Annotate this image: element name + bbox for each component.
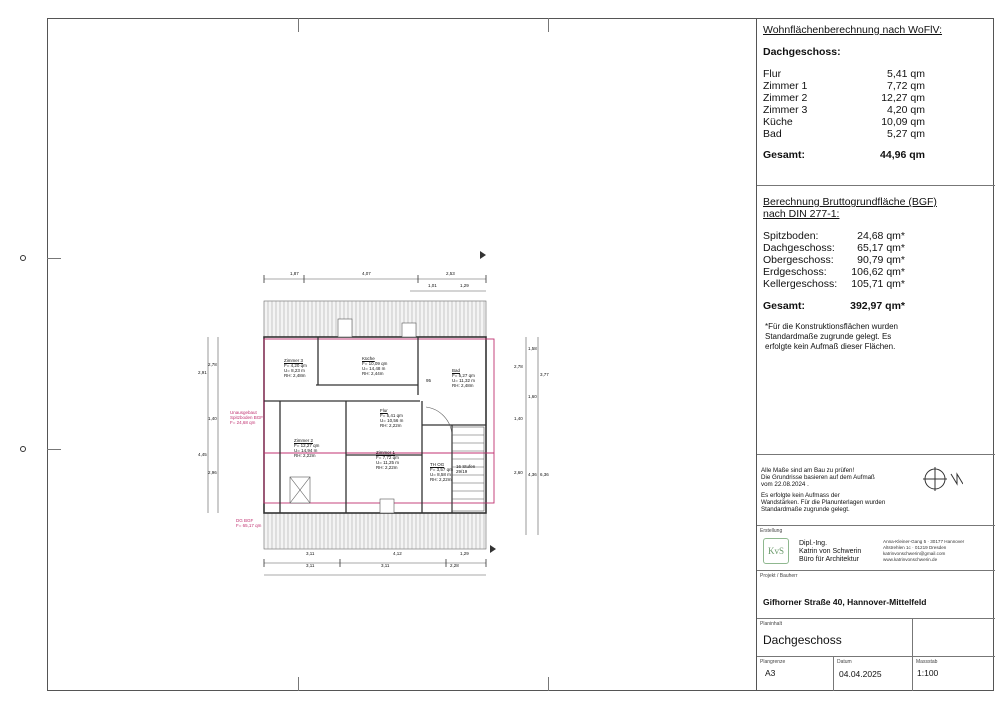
roof-hatching-bottom bbox=[264, 513, 486, 549]
room-label: Flur F= 5,41 qm U= 10,56 m RH: 2,22m bbox=[380, 408, 404, 428]
frame-tick bbox=[298, 677, 299, 691]
floor-heading: Dachgeschoss: bbox=[763, 46, 841, 58]
bgf-subtitle: nach DIN 277-1: bbox=[763, 208, 840, 220]
author-name-block: Dipl.-Ing. Katrin von Schwerin Büro für Architektur bbox=[799, 540, 862, 563]
bgf-total: Gesamt: 392,97 qm* bbox=[763, 300, 905, 312]
dim-label: 3,11 bbox=[306, 563, 315, 568]
dim-label: 3,11 bbox=[381, 563, 390, 568]
bgf-row: Kellergeschoss: 105,71 qm* bbox=[763, 278, 905, 290]
logo: KvS bbox=[763, 538, 789, 564]
area-row: Küche 10,09 qm bbox=[763, 116, 925, 128]
dim-label: 1,58 bbox=[528, 346, 537, 351]
room-label: TH OG F= 3,57 qm U= 8,58 m RH: 2,22m bbox=[430, 462, 453, 482]
area-total: Gesamt: 44,96 qm bbox=[763, 149, 925, 161]
dim-label: 1,40 bbox=[208, 416, 217, 421]
spitzboden-note: Unausgebaut Spitzboden BGF F= 24,68 qm bbox=[230, 410, 264, 425]
dim-label: 1,87 bbox=[290, 271, 299, 276]
dim-label: 4,07 bbox=[362, 271, 371, 276]
room-label: Zimmer 3 F= 4,20 qm U= 8,23 m RH: 2,48m bbox=[284, 358, 307, 378]
notes-section bbox=[757, 454, 995, 526]
frame-tick bbox=[548, 18, 549, 32]
living-area-title: Wohnflächenberechnung nach WoFlV: bbox=[763, 24, 943, 36]
bgf-row: Obergeschoss: 90,79 qm* bbox=[763, 254, 905, 266]
project-section bbox=[757, 571, 995, 619]
north-arrow-icon bbox=[923, 465, 963, 495]
frame-tick bbox=[47, 258, 61, 259]
area-row: Zimmer 3 4,20 qm bbox=[763, 104, 925, 116]
author-address: Anna-Kleiner-Gang 5 · 30177 Hannover Altstrehlen 1c · 01219 Dresden katrinvonschwerin@gmail.com www.katrinvonschwerin.de bbox=[883, 539, 965, 562]
dim-label: 2,78 bbox=[514, 364, 523, 369]
notes-text: Alle Maße sind am Bau zu prüfen! Die Grundrisse basieren auf dem Aufmaß vom 22.08.2024 . Es erfolgte kein Aufmass der Wandstärken. Für die Planunterlagen wurden Standardmaße zugrunde gelegt. bbox=[761, 467, 886, 513]
plan-section bbox=[757, 619, 995, 657]
dim-label: 2,91 bbox=[198, 370, 207, 375]
bgf-footnote: *Für die Konstruktionsflächen wurden Standardmaße zugrunde gelegt. Es erfolgte kein Aufmaß dieser Flächen. bbox=[765, 322, 898, 351]
date-label: Datum bbox=[837, 659, 852, 665]
living-area-section bbox=[757, 18, 995, 186]
dim-label: 2,53 bbox=[446, 271, 455, 276]
room-label: Zimmer 2 F= 12,27 qm U= 14,94 m RH: 2,22m bbox=[294, 438, 320, 458]
format-label: Plangrenze bbox=[760, 659, 786, 665]
punch-mark-icon bbox=[20, 255, 26, 261]
bgf-row: Spitzboden: 24,68 qm* bbox=[763, 230, 905, 242]
dim-label: 6,36 bbox=[540, 472, 549, 477]
dim-label: 1,29 bbox=[460, 551, 469, 556]
bgf-title: Berechnung Bruttogrundfläche (BGF) bbox=[763, 196, 937, 208]
area-row: Flur 5,41 qm bbox=[763, 68, 925, 80]
area-row: Bad 5,27 qm bbox=[763, 128, 925, 140]
project-address: Gifhorner Straße 40, Hannover-Mittelfeld bbox=[763, 597, 927, 607]
dim-label: 2,78 bbox=[208, 362, 217, 367]
punch-mark-icon bbox=[20, 446, 26, 452]
dim-label: 95 bbox=[426, 378, 432, 383]
format-value: A3 bbox=[765, 668, 776, 678]
area-row: Zimmer 2 12,27 qm bbox=[763, 92, 925, 104]
bgf-row: Dachgeschoss: 65,17 qm* bbox=[763, 242, 905, 254]
meta-section bbox=[757, 657, 995, 691]
dim-label: 2,96 bbox=[208, 470, 217, 475]
dim-label: 3,77 bbox=[540, 372, 549, 377]
author-section bbox=[757, 526, 995, 571]
frame-tick bbox=[548, 677, 549, 691]
roof-hatching-top bbox=[264, 301, 486, 337]
dim-label: 3,11 bbox=[306, 551, 315, 556]
dim-label: 4,45 bbox=[198, 452, 207, 457]
dim-label: 1,60 bbox=[528, 394, 537, 399]
room-label: Küche F= 10,09 qm U= 14,48 m RH: 2,44m bbox=[362, 356, 388, 376]
scale-label: Massstab bbox=[916, 659, 938, 665]
dim-label: 4,36 bbox=[528, 472, 537, 477]
stairs bbox=[426, 407, 484, 511]
room-label: Bad F= 5,27 qm U= 11,32 m RH: 2,48m bbox=[452, 368, 476, 388]
stairs-label: 16 Stufen 29/19 bbox=[456, 464, 476, 474]
author-label: Erstellung bbox=[760, 528, 783, 534]
frame-tick bbox=[298, 18, 299, 32]
bgf-row: Erdgeschoss: 106,62 qm* bbox=[763, 266, 905, 278]
dg-bgf-note: DG BGF F= 65,17 qm bbox=[236, 518, 262, 528]
dim-label: 2,28 bbox=[450, 563, 459, 568]
date-value: 04.04.2025 bbox=[839, 669, 882, 679]
room-label: Zimmer 1 F= 7,72 qm U= 11,25 m RH: 2,22m bbox=[376, 450, 400, 470]
plan-content: Dachgeschoss bbox=[763, 633, 842, 647]
scale-value: 1:100 bbox=[917, 668, 939, 678]
title-block bbox=[756, 18, 994, 691]
dim-label: 2,60 bbox=[514, 470, 523, 475]
dim-label: 1,29 bbox=[460, 283, 469, 288]
dim-label: 1,01 bbox=[428, 283, 437, 288]
dim-label: 1,40 bbox=[514, 416, 523, 421]
plan-label: Planinhalt bbox=[760, 621, 782, 627]
area-row: Zimmer 1 7,72 qm bbox=[763, 80, 925, 92]
frame-tick bbox=[47, 449, 61, 450]
project-label: Projekt / Bauherr bbox=[760, 573, 798, 579]
bgf-section bbox=[757, 186, 995, 454]
dim-label: 4,12 bbox=[393, 551, 402, 556]
